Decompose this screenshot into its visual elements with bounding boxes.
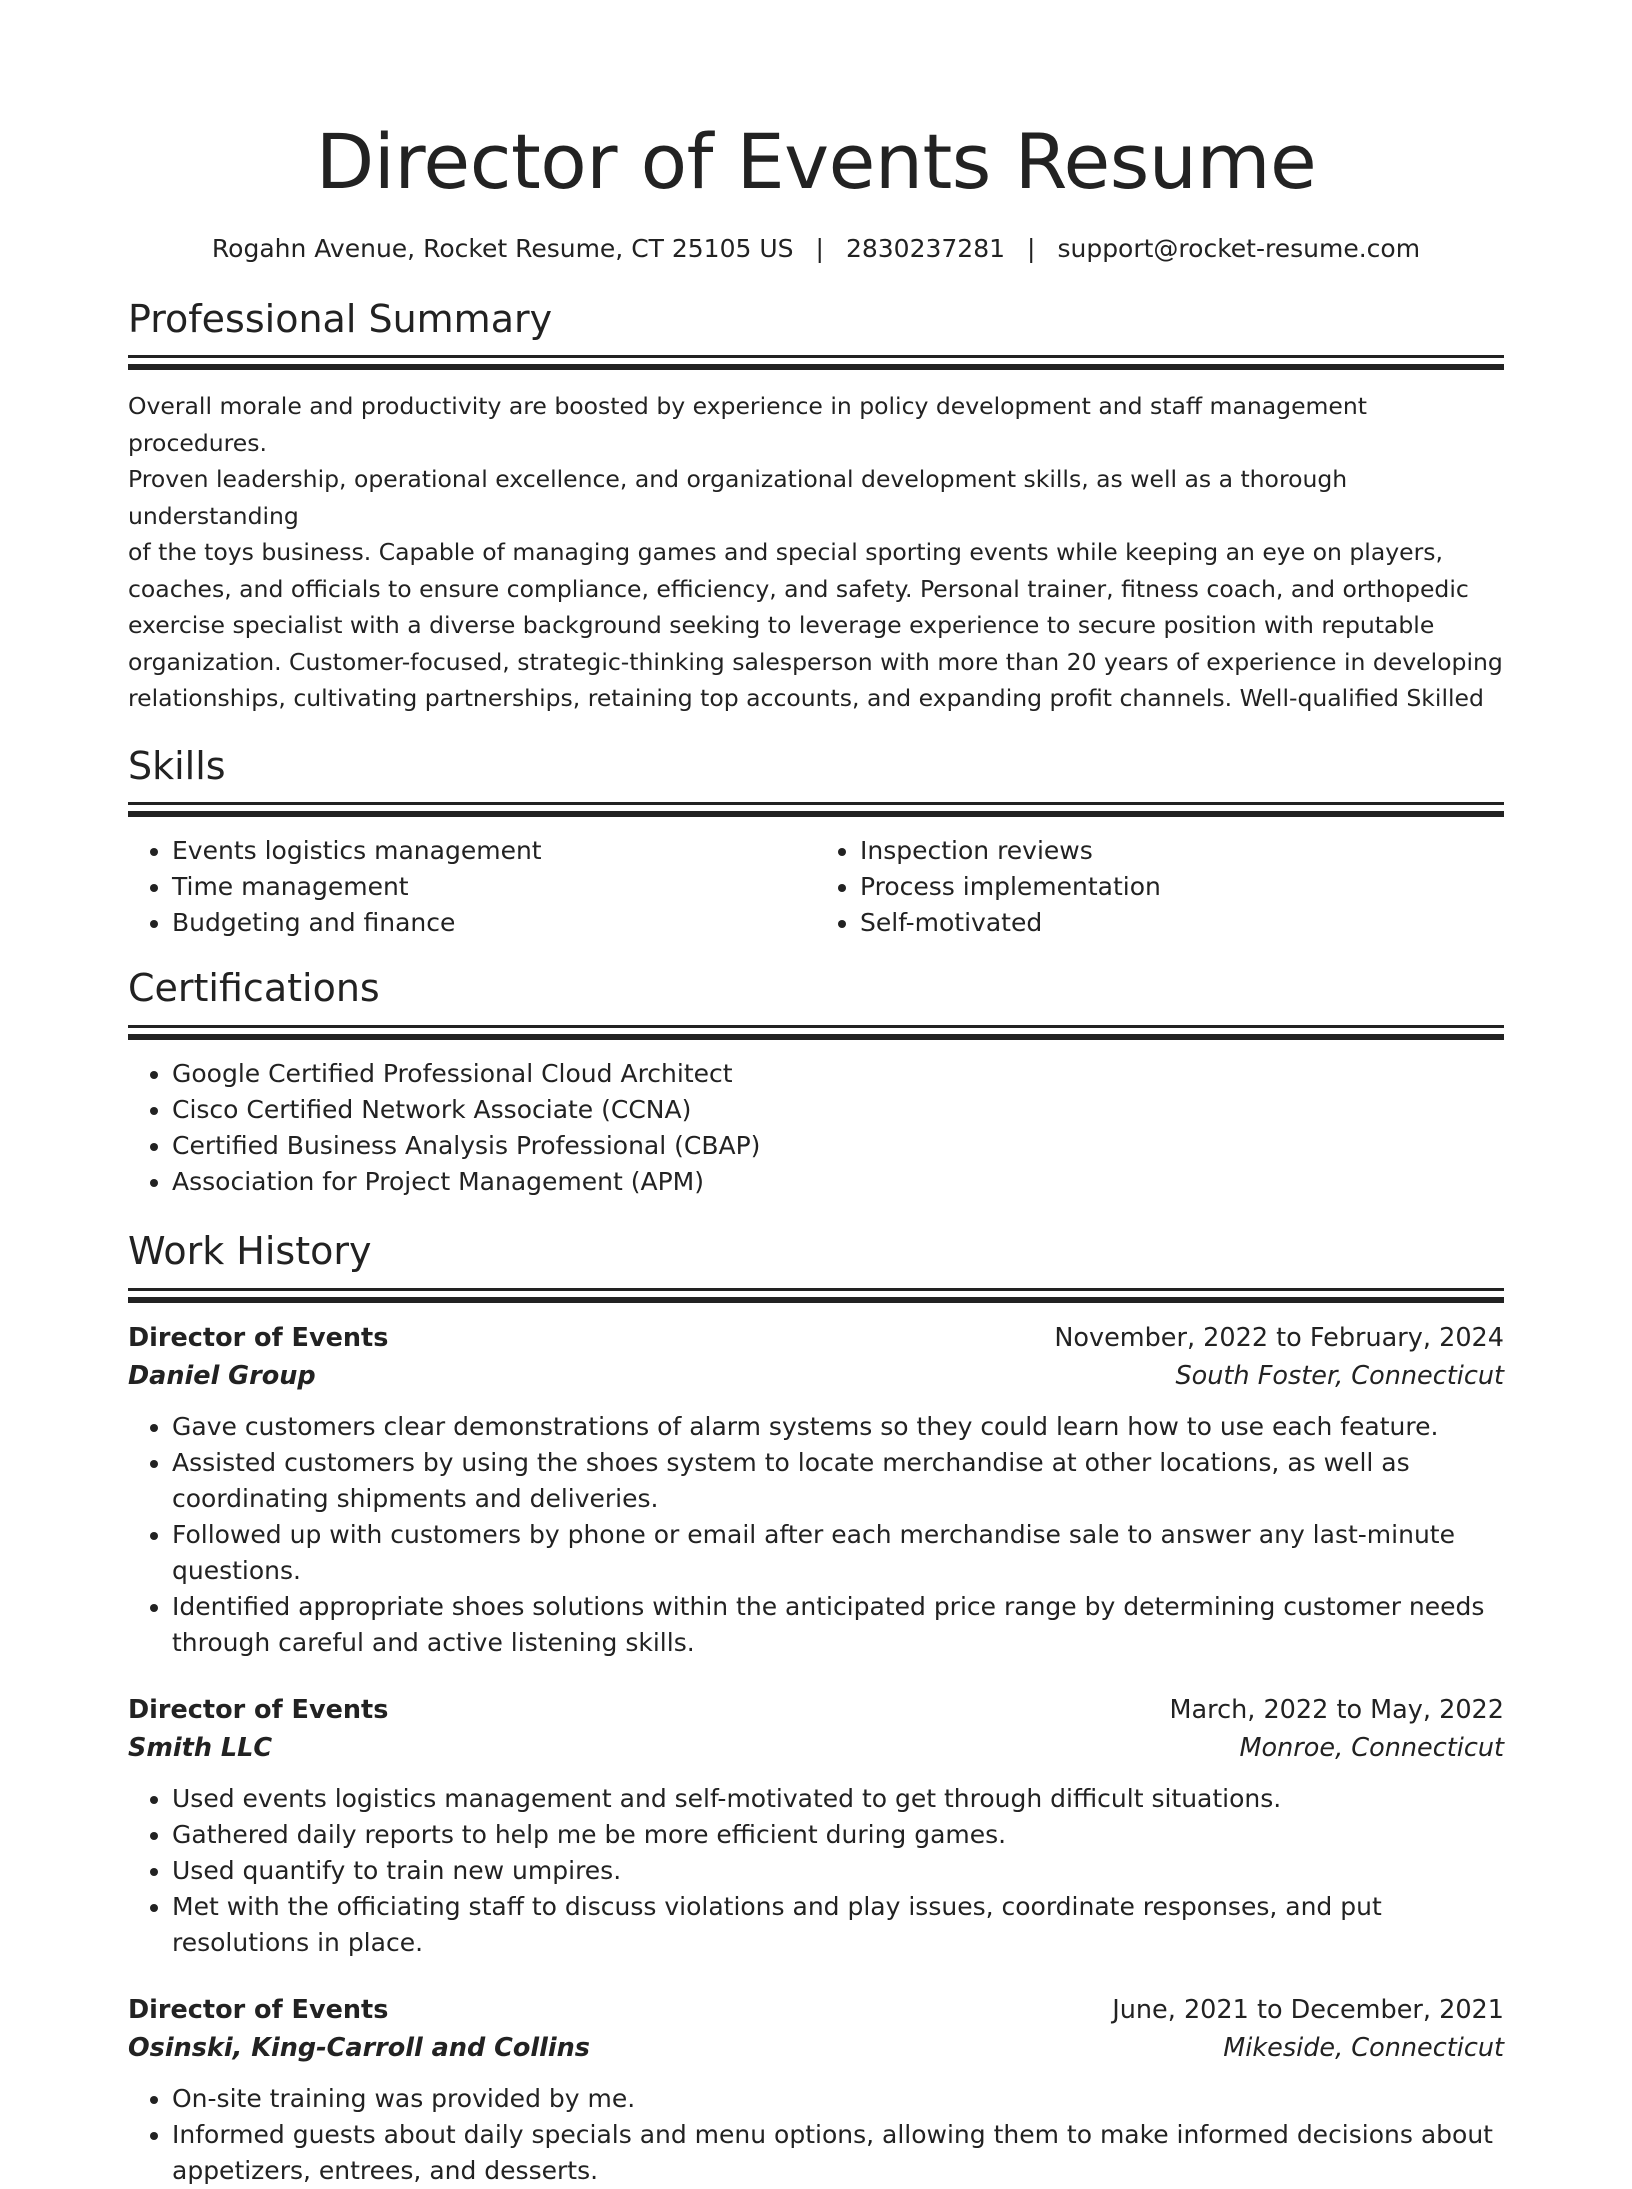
job-entry — [128, 1991, 1504, 2189]
certification-item: • Certified Business Analysis Professional (CBAP) — [172, 1128, 1504, 1164]
skill-item: • Inspection reviews — [860, 833, 1504, 869]
section-rule-thick — [128, 1034, 1504, 1040]
skill-item: • Process implementation — [860, 869, 1504, 905]
job-bullet: • Gave customers clear demonstrations of alarm systems so they could learn how to use each feature. — [172, 1409, 1504, 1445]
summary-line: Overall morale and productivity are boosted by experience in policy development and staff management procedures. — [128, 392, 1367, 457]
contact-separator: | — [815, 233, 824, 263]
skill-item: • Self-motivated — [860, 905, 1504, 941]
job-subheader — [128, 2029, 1504, 2067]
certifications-section — [128, 967, 1504, 1200]
summary-text — [128, 388, 1504, 717]
contact-phone: 2830237281 — [845, 233, 1006, 263]
skills-grid — [128, 833, 1504, 941]
work-history-section — [128, 1230, 1504, 2189]
summary-line: coaches, and officials to ensure compliance, efficiency, and safety. Personal trainer, fitness coach, and orthopedic — [128, 574, 1469, 603]
job-entry — [128, 1319, 1504, 1661]
job-bullets — [128, 1409, 1504, 1661]
job-bullet: • Met with the officiating staff to discuss violations and play issues, coordinate responses, and put resolutions in place. — [172, 1889, 1504, 1961]
job-bullet: • Informed guests about daily specials and menu options, allowing them to make informed decisions about appetizers, entrees, and desserts. — [172, 2117, 1504, 2189]
job-header — [128, 1319, 1504, 1357]
skills-list — [128, 833, 816, 941]
section-rule-thick — [128, 811, 1504, 817]
job-location: Monroe, Connecticut — [1239, 1732, 1504, 1763]
job-title: Director of Events — [128, 1322, 389, 1353]
job-bullets — [128, 1781, 1504, 1961]
summary-section — [128, 298, 1504, 717]
skill-item: • Budgeting and finance — [172, 905, 816, 941]
section-rule — [128, 1288, 1504, 1291]
summary-line: exercise specialist with a diverse background seeking to leverage experience to secure position with reputable — [128, 611, 1435, 640]
job-location: South Foster, Connecticut — [1175, 1360, 1504, 1391]
skill-item: • Time management — [172, 869, 816, 905]
certification-item: • Cisco Certified Network Associate (CCNA) — [172, 1092, 1504, 1128]
job-entry — [128, 1691, 1504, 1961]
resume-title: Director of Events Resume — [315, 117, 1317, 206]
section-rule-thick — [128, 364, 1504, 370]
job-company: Daniel Group — [128, 1360, 316, 1391]
certifications-heading: Certifications — [128, 966, 380, 1011]
skills-heading: Skills — [128, 743, 226, 788]
job-bullets — [128, 2081, 1504, 2189]
job-bullet: • Identified appropriate shoes solutions within the anticipated price range by determining customer needs through careful and active listening skills. — [172, 1589, 1504, 1661]
skills-column-left — [128, 833, 816, 941]
section-rule — [128, 1025, 1504, 1028]
job-title: Director of Events — [128, 1994, 389, 2025]
certification-item: • Association for Project Management (APM) — [172, 1164, 1504, 1200]
summary-line: relationships, cultivating partnerships, retaining top accounts, and expanding profit channels. Well-qualified Skilled — [128, 684, 1484, 713]
job-bullet: • Used events logistics management and self-motivated to get through difficult situations. — [172, 1781, 1504, 1817]
summary-line: Proven leadership, operational excellence, and organizational development skills, as well as a thorough understanding — [128, 465, 1348, 530]
job-header — [128, 1991, 1504, 2029]
job-company: Smith LLC — [128, 1732, 273, 1763]
job-header — [128, 1691, 1504, 1729]
job-bullet: • On-site training was provided by me. — [172, 2081, 1504, 2117]
contact-address: Rogahn Avenue, Rocket Resume, CT 25105 US — [211, 233, 794, 263]
job-bullet: • Followed up with customers by phone or email after each merchandise sale to answer any last-minute questions. — [172, 1517, 1504, 1589]
job-subheader — [128, 1729, 1504, 1767]
job-dates: March, 2022 to May, 2022 — [1169, 1694, 1504, 1725]
job-title: Director of Events — [128, 1694, 389, 1725]
job-bullet: • Assisted customers by using the shoes system to locate merchandise at other locations, as well as coordinating shipments and deliveries. — [172, 1445, 1504, 1517]
section-rule — [128, 802, 1504, 805]
contact-email[interactable]: support@rocket-resume.com — [1057, 233, 1421, 263]
section-rule — [128, 355, 1504, 358]
job-bullet: • Used quantify to train new umpires. — [172, 1853, 1504, 1889]
work-history-heading: Work History — [128, 1229, 372, 1274]
summary-heading: Professional Summary — [128, 296, 553, 341]
job-company: Osinski, King-Carroll and Collins — [128, 2032, 590, 2063]
job-location: Mikeside, Connecticut — [1223, 2032, 1504, 2063]
section-rule-thick — [128, 1297, 1504, 1303]
skill-item: • Events logistics management — [172, 833, 816, 869]
skills-column-right — [816, 833, 1504, 941]
job-dates: June, 2021 to December, 2021 — [1112, 1994, 1504, 2025]
contact-separator: | — [1027, 233, 1036, 263]
job-bullet: • Gathered daily reports to help me be more efficient during games. — [172, 1817, 1504, 1853]
summary-line: organization. Customer-focused, strategic-thinking salesperson with more than 20 years of experience in developing — [128, 647, 1503, 676]
job-dates: November, 2022 to February, 2024 — [1054, 1322, 1504, 1353]
skills-list — [816, 833, 1504, 941]
skills-section — [128, 745, 1504, 942]
summary-line: of the toys business. Capable of managing games and special sporting events while keeping an eye on players, — [128, 538, 1443, 567]
job-subheader — [128, 1357, 1504, 1395]
contact-line — [128, 234, 1504, 264]
certifications-list — [128, 1056, 1504, 1200]
certification-item: • Google Certified Professional Cloud Architect — [172, 1056, 1504, 1092]
